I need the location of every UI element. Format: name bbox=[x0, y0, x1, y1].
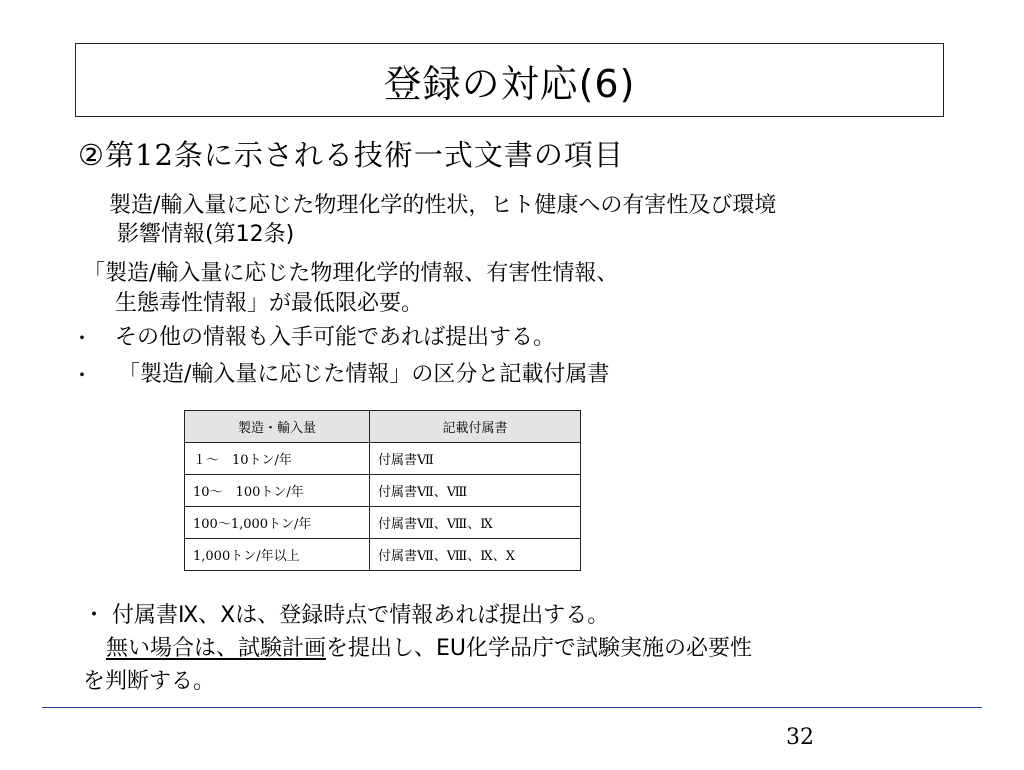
footer-rule bbox=[42, 707, 982, 708]
note-test-plan: 試験計画 bbox=[238, 636, 327, 661]
table-cell-volume: 100～1,000トン/年 bbox=[185, 507, 370, 539]
table-cell-annex: 付属書Ⅶ、Ⅷ、Ⅸ、Ⅹ bbox=[370, 539, 581, 571]
quote-line-1: 「製造/輸入量に応じた物理化学的情報、有害性情報、 bbox=[83, 261, 619, 286]
sub-line-1: 製造/輸入量に応じた物理化学的性状，ヒト健康への有害性及び環境 bbox=[109, 193, 777, 218]
table-cell-annex: 付属書Ⅶ、Ⅷ bbox=[370, 475, 581, 507]
note-underlined-phrase: 無い場合は、 bbox=[106, 636, 239, 661]
note-line-2-rest: を提出し、EU化学品庁で試験実施の必要性 bbox=[326, 636, 753, 661]
note-line-2 bbox=[106, 631, 752, 662]
table-cell-annex: 付属書Ⅶ、Ⅷ、Ⅸ bbox=[370, 507, 581, 539]
bullet-marker-1: ・ bbox=[72, 326, 92, 350]
note-line-3: を判断する。 bbox=[83, 669, 216, 694]
table-cell-volume: 10～ 100トン/年 bbox=[185, 475, 370, 507]
title-box bbox=[75, 43, 944, 117]
table-cell-annex: 付属書Ⅶ bbox=[370, 443, 581, 475]
table-header-volume: 製造・輸入量 bbox=[185, 411, 370, 443]
table-row bbox=[185, 507, 581, 539]
bullet-marker-2: ・ bbox=[72, 363, 92, 387]
heading-article-number: 12 bbox=[135, 138, 174, 172]
table-row bbox=[185, 443, 581, 475]
bullet-item-2: 「製造/輸入量に応じた情報」の区分と記載付属書 bbox=[118, 362, 610, 387]
table-header-row bbox=[185, 411, 581, 443]
page-number: 32 bbox=[786, 725, 814, 750]
annex-table bbox=[184, 410, 581, 571]
slide-title: 登録の対応(6) bbox=[383, 61, 636, 106]
note-line-1: ・ 付属書Ⅸ、Ⅹは、登録時点で情報あれば提出する。 bbox=[83, 603, 610, 628]
heading-rest: 条に示される技術一式文書の項目 bbox=[173, 138, 624, 172]
table-cell-volume: 1,000トン/年以上 bbox=[185, 539, 370, 571]
heading-prefix: 第 bbox=[105, 138, 136, 172]
section-heading bbox=[78, 133, 624, 174]
circle-number: ② bbox=[78, 138, 105, 172]
table-row bbox=[185, 475, 581, 507]
sub-line-2: 影響情報(第12条) bbox=[117, 222, 295, 247]
quote-line-2: 生態毒性情報」が最低限必要。 bbox=[115, 291, 424, 316]
table-cell-volume: １～ 10トン/年 bbox=[185, 443, 370, 475]
table-header-annex: 記載付属書 bbox=[370, 411, 581, 443]
bullet-item-1: その他の情報も入手可能であれば提出する。 bbox=[115, 325, 556, 350]
table-row bbox=[185, 539, 581, 571]
